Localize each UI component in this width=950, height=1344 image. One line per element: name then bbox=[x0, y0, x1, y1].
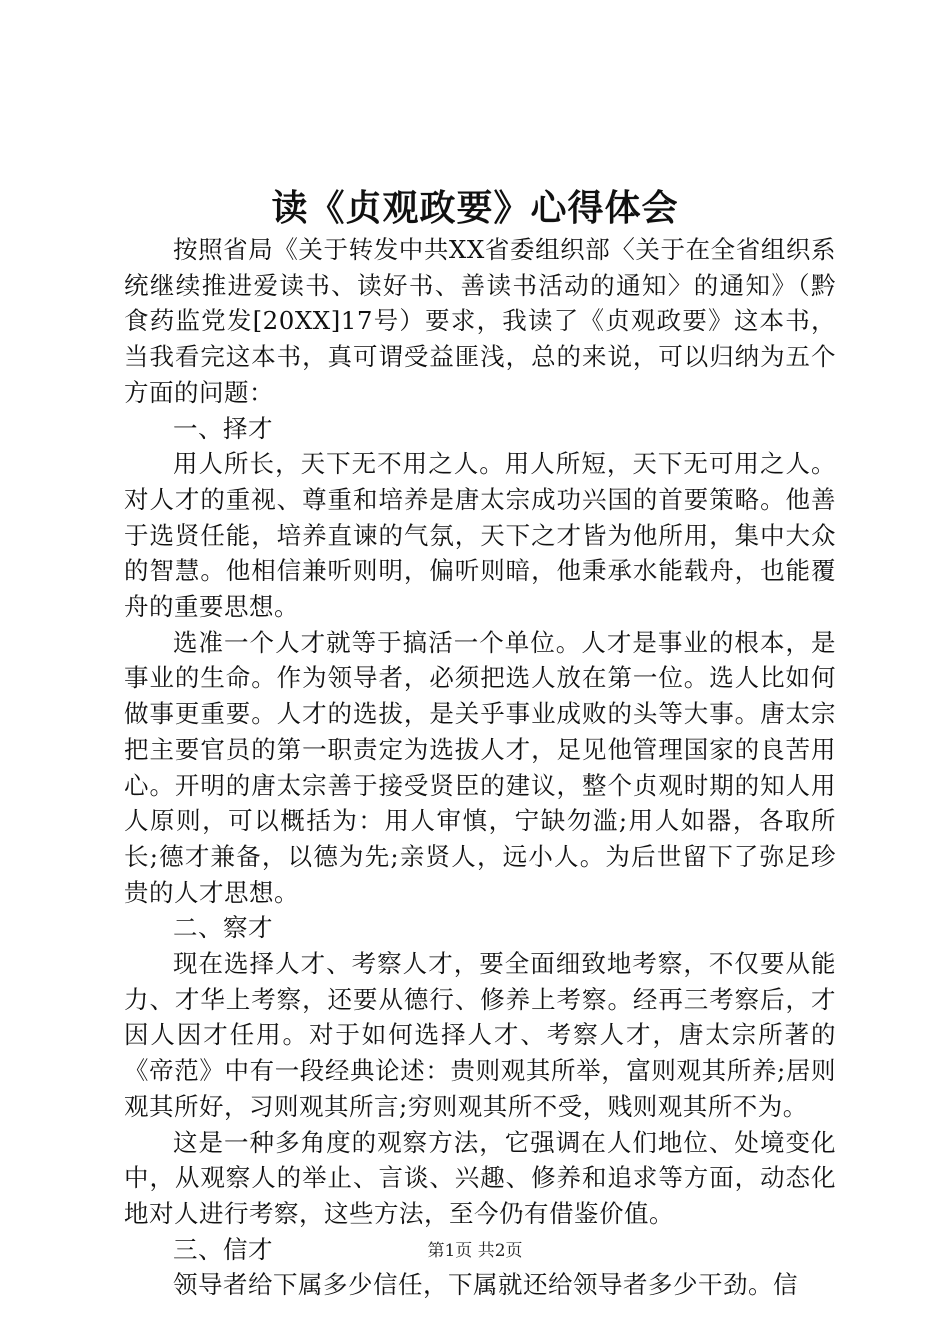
paragraph-2-1: 现在选择人才、考察人才，要全面细致地考察，不仅要从能力、才华上考察，还要从德行、修养上考察。经再三考察后，才因人因才任用。对于如何选择人才、考察人才，唐太宗所著的《帝范》中有一段经典论述：贵则观其所举，富则观其所养;居则观其所好，习则观其所言;穷则观其所不受，贱则观其所不为。 bbox=[124, 949, 836, 1121]
paragraph-1-1: 用人所长，天下无不用之人。用人所短，天下无可用之人。对人才的重视、尊重和培养是唐太宗成功兴国的首要策略。他善于选贤任能，培养直谏的气氛，天下之才皆为他所用，集中大众的智慧。他相信兼听则明，偏听则暗，他秉承水能载舟，也能覆舟的重要思想。 bbox=[124, 449, 836, 622]
document-title: 读《贞观政要》心得体会 bbox=[271, 187, 679, 229]
paragraph-1-2: 选准一个人才就等于搞活一个单位。人才是事业的根本，是事业的生命。作为领导者，必须把选人放在第一位。选人比如何做事更重要。人才的选拔，是关乎事业成败的头等大事。唐太宗把主要官员的第一职责定为选拔人才，足见他管理国家的良苦用心。开明的唐太宗善于接受贤臣的建议，整个贞观时期的知人用人原则，可以概括为：用人审慎，宁缺勿滥;用人如器，各取所长;德才兼备，以德为先;亲贤人，远小人。为后世留下了弥足珍贵的人才思想。 bbox=[124, 627, 836, 907]
paragraph-2-2: 这是一种多角度的观察方法，它强调在人们地位、处境变化中，从观察人的举止、言谈、兴趣、修养和追求等方面，动态化地对人进行考察，这些方法，至今仍有借鉴价值。 bbox=[124, 1127, 836, 1228]
paragraph-intro: 按照省局《关于转发中共XX省委组织部〈关于在全省组织系统继续推进爱读书、读好书、善读书活动的通知〉的通知》（黔食药监党发[20XX]17号）要求，我读了《贞观政要》这本书，当我看完这本书，真可谓受益匪浅，总的来说，可以归纳为五个方面的问题： bbox=[124, 235, 836, 407]
document-body bbox=[124, 232, 836, 1303]
paragraph-3-1: 领导者给下属多少信任，下属就还给领导者多少干劲。信 bbox=[173, 1270, 798, 1300]
page-footer: 第1页 共2页 bbox=[427, 1241, 523, 1261]
section-heading-1: 一、择才 bbox=[173, 413, 273, 443]
section-heading-3: 三、信才 bbox=[173, 1234, 273, 1264]
section-heading-2: 二、察才 bbox=[173, 913, 273, 943]
